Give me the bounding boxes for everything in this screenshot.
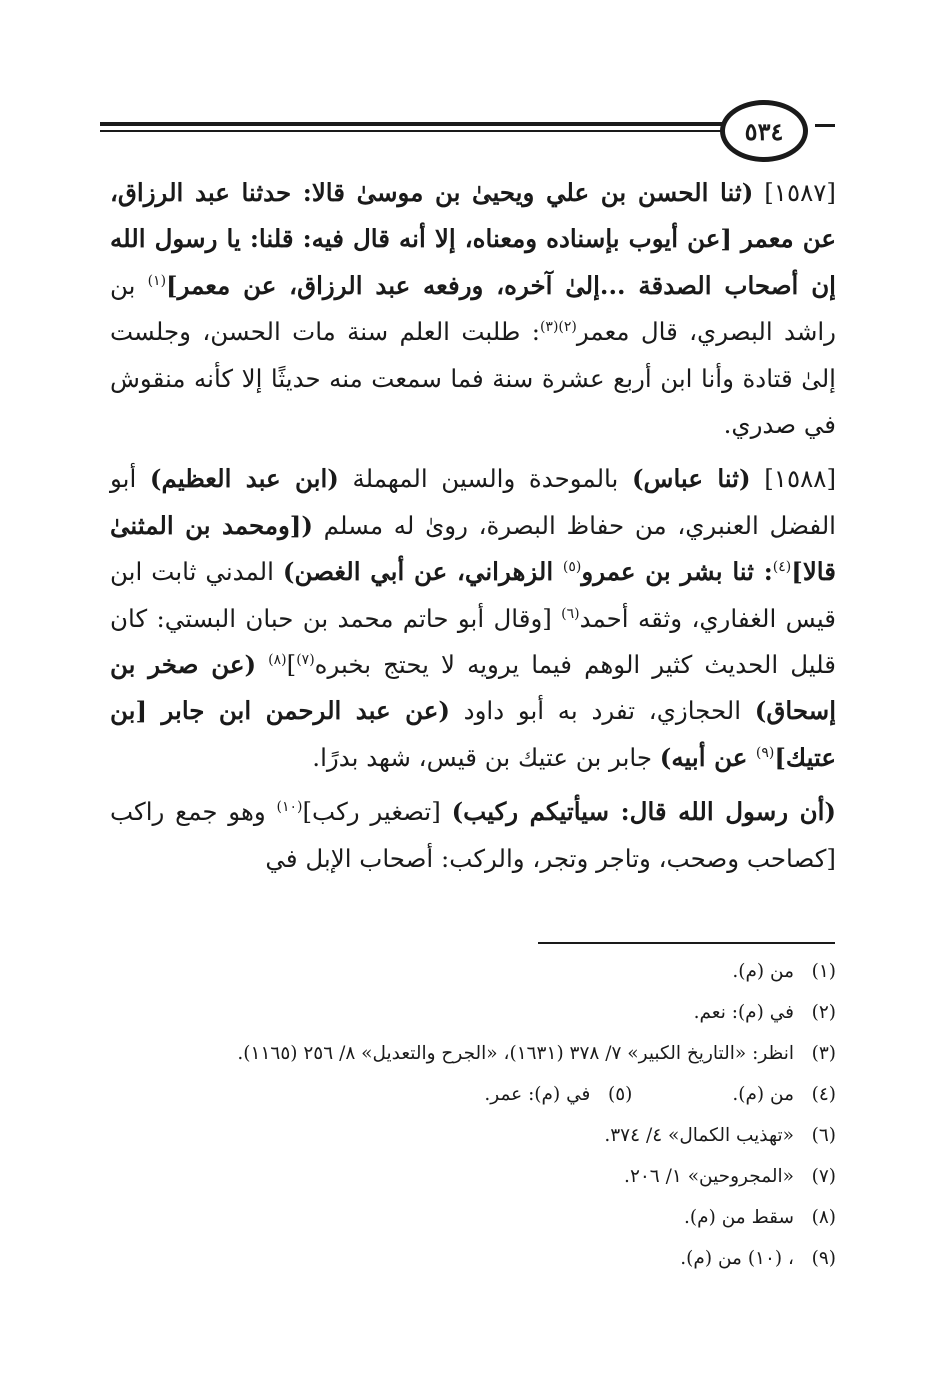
paragraph-1588	[110, 456, 836, 781]
footnote-ref: (٩)	[755, 744, 775, 761]
footnote-item	[110, 1160, 836, 1201]
footnote-ref: (٥)	[562, 559, 582, 576]
footnote-number: (١)	[811, 961, 836, 982]
footnote-text: انظر: «التاريخ الكبير» ٧/ ٣٧٨ (١٦٣١)، «الجرح والتعديل» ٨/ ٢٥٦ (١١٦٥).	[237, 1043, 794, 1064]
commentary-text: بالموحدة والسين المهملة	[338, 464, 632, 494]
commentary-text: المدني ثابت ابن قيس الغفاري، وثقه أحمد	[110, 557, 836, 633]
footnote-number: (٢)	[811, 1002, 836, 1023]
footnote-text: «تهذيب الكمال» ٤/ ٣٧٤.	[604, 1125, 794, 1146]
footnote-text: «المجروحين» ١/ ٢٠٦.	[624, 1166, 794, 1187]
hadith-number: [١٥٨٧]	[753, 178, 836, 207]
commentary-text: الحجازي، تفرد به أبو داود	[449, 696, 755, 726]
footnote-number: (٦)	[811, 1125, 836, 1146]
matn-text: عن أبيه)	[659, 742, 756, 772]
footnote-text: من (م).	[732, 961, 794, 982]
footnote-item	[110, 1037, 836, 1078]
matn-text: (ثنا الحسن بن علي ويحيىٰ بن موسىٰ قالا: حدثنا عبد الرزاق، عن معمر [عن أيوب بإسناده ومعناه، إلا أنه قال فيه: قلنا: يا رسول الله إن أصحاب الصدقة ...إلىٰ آخره، ورفعه عبد الرزاق، عن معمر]	[110, 178, 836, 300]
header-rule-tail	[815, 124, 835, 127]
matn-text: ([ومحمد بن المثنىٰ قالا]	[110, 510, 836, 587]
paragraph-continuation	[110, 789, 836, 882]
matn-text: (عن صخر بن إسحاق)	[110, 650, 836, 726]
footnote-text: سقط من (م).	[684, 1207, 794, 1228]
footnotes	[110, 955, 836, 1283]
hadith-number: [١٥٨٨]	[750, 464, 836, 494]
footnote-text: ، (١٠) من (م).	[680, 1248, 794, 1269]
footnote-ref: (٢)(٣)	[539, 319, 577, 336]
matn-text: (عن عبد الرحمن ابن جابر [بن عتيك]	[110, 696, 836, 772]
footnote-ref: (٦)	[561, 605, 580, 622]
footnote-item	[110, 996, 836, 1037]
commentary-text: [وقال أبو حاتم محمد بن حبان البستي: كان قليل الحديث كثير الوهم فيما يرويه لا يحتج بخبره	[110, 603, 836, 680]
footnote-ref: (٤)	[772, 559, 792, 576]
footnote-item	[110, 1201, 836, 1242]
footnote-number: (٤)	[811, 1084, 836, 1105]
commentary-text: أبو الفضل العنبري، من حفاظ البصرة، روىٰ له مسلم	[110, 464, 836, 540]
matn-text: (ثنا عباس)	[631, 464, 751, 494]
commentary-text: جابر بن عتيك بن قيس، شهد بدرًا.	[312, 742, 660, 772]
commentary-text: : طلبت العلم سنة مات الحسن، وجلست إلىٰ قتادة وأنا ابن أربع عشرة سنة فما سمعت منه حديثًا إلا كأنه منقوش في صدري.	[110, 317, 836, 440]
commentary-text: [تصغير ركب]	[302, 797, 452, 827]
footnote-ref: (٨)	[268, 651, 287, 668]
matn-text: : ثنا بشر بن عمرو	[581, 557, 773, 587]
matn-text: الزهراني، عن أبي الغصن)	[282, 557, 563, 587]
footnote-number: (٩)	[811, 1248, 836, 1269]
page-number: ٥٣٤	[720, 100, 808, 162]
footnote-item	[110, 955, 836, 996]
commentary-text	[256, 650, 268, 679]
footnote-text: في (م): عمر.	[484, 1084, 591, 1105]
main-text	[110, 170, 836, 882]
footnote-item	[110, 1078, 836, 1119]
footnote-ref: (١٠)	[276, 799, 303, 816]
commentary-text: وهو جمع راكب [كصاحب وصحب، وتاجر وتجر، والركب: أصحاب الإبل في	[110, 797, 836, 873]
footnote-text: من (م).	[732, 1084, 794, 1105]
page-header	[100, 95, 835, 165]
footnote-item	[110, 1242, 836, 1283]
footnote-number: (٥)	[607, 1084, 633, 1105]
footnote-number: (٨)	[811, 1207, 836, 1228]
footnote-number: (٣)	[811, 1043, 836, 1064]
footnote-number: (٧)	[811, 1166, 836, 1187]
footnote-ref: (١)	[147, 272, 167, 289]
header-rule-thin	[100, 130, 725, 132]
commentary-text: بن راشد البصري، قال معمر	[110, 270, 836, 347]
footnote-item	[110, 1119, 836, 1160]
matn-text: (أن رسول الله قال: سيأتيكم ركيب)	[451, 797, 836, 827]
paragraph-1587	[110, 170, 836, 448]
footnote-text: في (م): نعم.	[693, 1002, 794, 1023]
commentary-text: ]	[286, 650, 297, 680]
header-rule	[100, 122, 725, 126]
footnote-separator	[538, 942, 835, 944]
footnote-ref: (٧)	[296, 651, 315, 668]
matn-text: (ابن عبد العظيم)	[149, 464, 339, 494]
